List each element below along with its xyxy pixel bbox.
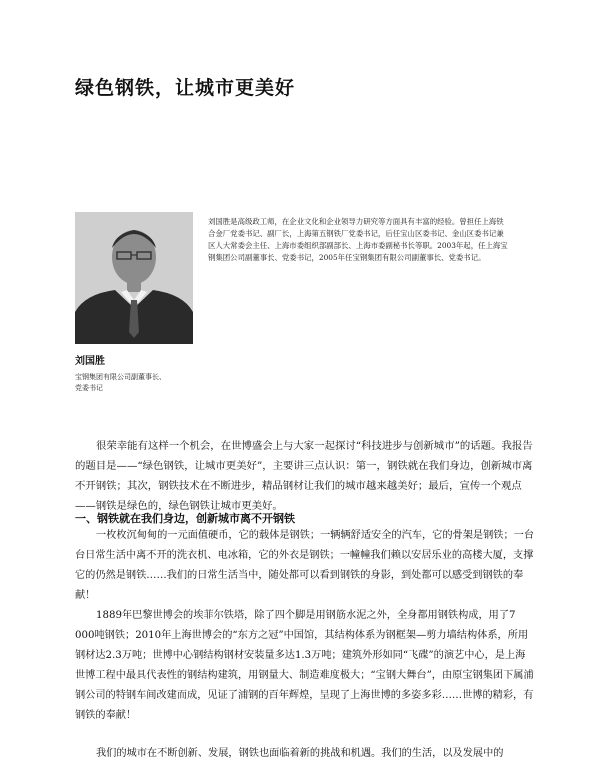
author-role [75, 372, 185, 394]
body-paragraph: 我们的城市在不断创新、发展，钢铁也面临着新的挑战和机遇。我们的生活，以及发展中的 [96, 748, 504, 759]
author-portrait-image [75, 212, 193, 344]
section-heading: 一、钢铁就在我们身边，创新城市离不开钢铁 [75, 512, 295, 525]
author-name: 刘国胜 [75, 356, 105, 367]
author-photo [75, 212, 193, 344]
body-paragraph: 一枚枚沉甸甸的一元面值硬币，它的载体是钢铁；一辆辆舒适安全的汽车，它的骨架是钢铁；一台台日常生活中离不开的洗衣机、电冰箱，它的外衣是钢铁；一幢幢我们赖以安居乐业的高楼大厦，支撑它的仍然是钢铁……我们的日常生活当中，随处都可以看到钢铁的身影，到处都可以感受到钢铁的奉献！ [75, 530, 535, 601]
author-bio: 刘国胜是高级政工师，在企业文化和企业领导力研究等方面具有丰富的经验。曾担任上海铁合金厂党委书记、副厂长，上海第五钢铁厂党委书记，后任宝山区委书记、金山区委书记兼区人大常委会主任、上海市委组织部副部长、上海市委副秘书长等职。2003年起，任上海宝钢集团公司副董事长、党委书记，2005年任宝钢集团有限公司副董事长、党委书记。 [208, 217, 508, 262]
article-title: 绿色钢铁，让城市更美好 [75, 77, 296, 99]
body-paragraph: 1889年巴黎世博会的埃菲尔铁塔，除了四个脚是用钢筋水泥之外，全身都用钢铁构成，用了7 000吨钢铁；2010年上海世博会的“东方之冠”中国馆，其结构体系为钢框架—剪力墙结构体系，所用钢材达2.3万吨；世博中心钢结构钢材安装量多达1.3万吨；建筑外形如同“飞碟”的演艺中心，是上海世博工程中最具代表性的钢结构建筑，用钢量大、制造难度极大；“宝钢大舞台”，由原宝钢集团下属浦钢公司的特钢车间改建而成，见证了浦钢的百年辉煌，呈现了上海世博的多姿多彩……世博的精彩，有钢铁的奉献！ [75, 610, 534, 721]
intro-paragraph: 很荣幸能有这样一个机会，在世博盛会上与大家一起探讨“科技进步与创新城市”的话题。我报告的题目是——“绿色钢铁，让城市更美好”，主要讲三点认识：第一，钢铁就在我们身边，创新城市离不开钢铁；其次，钢铁技术在不断进步，精品钢材让我们的城市越来越美好；最后，宣传一个观点——钢铁是绿色的，绿色钢铁让城市更美好。 [75, 440, 533, 512]
author-role-line: 宝钢集团有限公司副董事长、 [75, 373, 166, 381]
author-role-line: 党委书记 [75, 384, 103, 392]
